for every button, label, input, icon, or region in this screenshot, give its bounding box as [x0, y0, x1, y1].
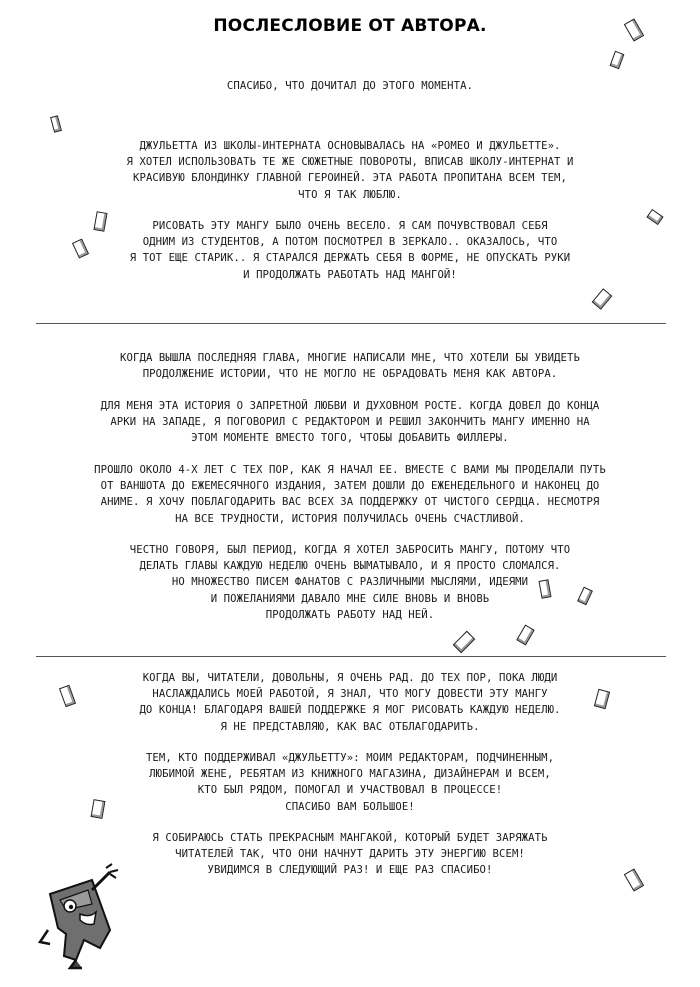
paragraph-origin	[60, 138, 640, 203]
text-line: РИСОВАТЬ ЭТУ МАНГУ БЫЛО ОЧЕНЬ ВЕСЕЛО. Я САМ ПОЧУВСТВОВАЛ СЕБЯ	[152, 220, 548, 232]
text-line: УВИДИМСЯ В СЛЕДУЮЩИЙ РАЗ! И ЕЩЕ РАЗ СПАСИБО!	[207, 864, 493, 877]
paragraph-readers	[60, 670, 640, 735]
divider	[36, 323, 666, 324]
paper-scrap-icon	[610, 51, 625, 69]
text-line: ПРОШЛО ОКОЛО 4-Х ЛЕТ С ТЕХ ПОР, КАК Я НАЧАЛ ЕЕ. ВМЕСТЕ С ВАМИ МЫ ПРОДЕЛАЛИ ПУТЬ	[94, 464, 606, 476]
text-line: ДО КОНЦА! БЛАГОДАРЯ ВАШЕЙ ПОДДЕРЖКЕ Я МОГ РИСОВАТЬ КАЖДУЮ НЕДЕЛЮ.	[139, 704, 561, 717]
text-line: ОДНИМ ИЗ СТУДЕНТОВ, А ПОТОМ ПОСМОТРЕЛ В ЗЕРКАЛО.. ОКАЗАЛОСЬ, ЧТО	[142, 236, 558, 249]
paper-scrap-icon	[516, 624, 535, 645]
paper-scrap-icon	[592, 288, 613, 310]
text-line: АНИМЕ. Я ХОЧУ ПОБЛАГОДАРИТЬ ВАС ВСЕХ ЗА ПОДДЕРЖКУ ОТ ЧИСТОГО СЕРДЦА. НЕСМОТРЯ	[100, 496, 600, 509]
text-line: ОТ ВАНШОТА ДО ЕЖЕМЕСЯЧНОГО ИЗДАНИЯ, ЗАТЕМ ДОШЛИ ДО ЕЖЕНЕДЕЛЬНОГО И НАКОНЕЦ ДО	[100, 480, 600, 493]
paper-scrap-icon	[453, 631, 476, 654]
paragraph-four-years	[60, 462, 640, 527]
text-line: Я ХОТЕЛ ИСПОЛЬЗОВАТЬ ТЕ ЖЕ СЮЖЕТНЫЕ ПОВОРОТЫ, ВПИСАВ ШКОЛУ-ИНТЕРНАТ И	[126, 156, 574, 169]
text-line: И ПРОДОЛЖАТЬ РАБОТАТЬ НАД МАНГОЙ!	[243, 268, 457, 281]
text-line: КТО БЫЛ РЯДОМ, ПОМОГАЛ И УЧАСТВОВАЛ В ПРОЦЕССЕ!	[197, 784, 503, 797]
paragraph-last-chapter	[60, 350, 640, 382]
text-line: ДЛЯ МЕНЯ ЭТА ИСТОРИЯ О ЗАПРЕТНОЙ ЛЮБВИ И ДУХОВНОМ РОСТЕ. КОГДА ДОВЕЛ ДО КОНЦА	[100, 400, 600, 412]
text-line: ЧЕСТНО ГОВОРЯ, БЫЛ ПЕРИОД, КОГДА Я ХОТЕЛ ЗАБРОСИТЬ МАНГУ, ПОТОМУ ЧТО	[129, 544, 571, 556]
paper-scrap-icon	[624, 868, 644, 891]
mascot-character-icon	[30, 860, 140, 970]
text-line: ЧТО Я ТАК ЛЮБЛЮ.	[298, 188, 402, 201]
paragraph-story	[60, 398, 640, 447]
text-line: СПАСИБО ВАМ БОЛЬШОЕ!	[285, 800, 415, 813]
text-line: И ПОЖЕЛАНИЯМИ ДАВАЛО МНЕ СИЛЕ ВНОВЬ И ВНОВЬ	[210, 592, 490, 605]
text-line: ПРОДОЛЖЕНИЕ ИСТОРИИ, ЧТО НЕ МОГЛО НЕ ОБРАДОВАТЬ МЕНЯ КАК АВТОРА.	[142, 368, 558, 381]
text-line: НА ВСЕ ТРУДНОСТИ, ИСТОРИЯ ПОЛУЧИЛАСЬ ОЧЕНЬ СЧАСТЛИВОЙ.	[175, 512, 525, 525]
text-line: ЭТОМ МОМЕНТЕ ВМЕСТО ТОГО, ЧТОБЫ ДОБАВИТЬ ФИЛЛЕРЫ.	[191, 432, 509, 445]
text-line: КОГДА ВЫШЛА ПОСЛЕДНЯЯ ГЛАВА, МНОГИЕ НАПИСАЛИ МНЕ, ЧТО ХОТЕЛИ БЫ УВИДЕТЬ	[120, 352, 580, 364]
text-line: ЧИТАТЕЛЕЙ ТАК, ЧТО ОНИ НАЧНУТ ДАРИТЬ ЭТУ ЭНЕРГИЮ ВСЕМ!	[175, 848, 525, 861]
text-line: ДЖУЛЬЕТТА ИЗ ШКОЛЫ-ИНТЕРНАТА ОСНОВЫВАЛАСЬ НА «РОМЕО И ДЖУЛЬЕТТЕ».	[139, 140, 561, 152]
text-line: КОГДА ВЫ, ЧИТАТЕЛИ, ДОВОЛЬНЫ, Я ОЧЕНЬ РАД. ДО ТЕХ ПОР, ПОКА ЛЮДИ	[142, 672, 558, 684]
paper-scrap-icon	[91, 799, 106, 819]
text-line: ТЕМ, КТО ПОДДЕРЖИВАЛ «ДЖУЛЬЕТТУ»: МОИМ РЕДАКТОРАМ, ПОДЧИНЕННЫМ,	[145, 752, 555, 764]
text-line: Я СОБИРАЮСЬ СТАТЬ ПРЕКРАСНЫМ МАНГАКОЙ, КОТОРЫЙ БУДЕТ ЗАРЯЖАТЬ	[152, 832, 548, 844]
paragraph-thanks-supporters	[60, 750, 640, 815]
page-title: ПОСЛЕСЛОВИЕ ОТ АВТОРА.	[213, 16, 487, 36]
text-line: ПРОДОЛЖАТЬ РАБОТУ НАД НЕЙ.	[265, 608, 435, 621]
text-line: Я ТОТ ЕЩЕ СТАРИК.. Я СТАРАЛСЯ ДЕРЖАТЬ СЕБЯ В ФОРМЕ, НЕ ОПУСКАТЬ РУКИ	[129, 252, 571, 265]
text-line: Я НЕ ПРЕДСТАВЛЯЮ, КАК ВАС ОТБЛАГОДАРИТЬ.	[220, 720, 480, 733]
text-line: АРКИ НА ЗАПАДЕ, Я ПОГОВОРИЛ С РЕДАКТОРОМ И РЕШИЛ ЗАКОНЧИТЬ МАНГУ ИМЕННО НА	[110, 416, 590, 429]
text-line: ЛЮБИМОЙ ЖЕНЕ, РЕБЯТАМ ИЗ КНИЖНОГО МАГАЗИНА, ДИЗАЙНЕРАМ И ВСЕМ,	[149, 768, 551, 781]
text-line: ДЕЛАТЬ ГЛАВЫ КАЖДУЮ НЕДЕЛЮ ОЧЕНЬ ВЫМАТЫВАЛО, И Я ПРОСТО СЛОМАЛСЯ.	[139, 560, 561, 573]
paragraph-fun	[60, 218, 640, 283]
text-line: СПАСИБО, ЧТО ДОЧИТАЛ ДО ЭТОГО МОМЕНТА.	[226, 80, 474, 92]
text-line: НО МНОЖЕСТВО ПИСЕМ ФАНАТОВ С РАЗЛИЧНЫМИ МЫСЛЯМИ, ИДЕЯМИ	[171, 576, 529, 589]
paragraph-honestly	[60, 542, 640, 623]
paragraph-thanks	[60, 78, 640, 94]
paper-scrap-icon	[646, 209, 663, 225]
paragraph-goodbye	[60, 830, 640, 879]
paper-scrap-icon	[50, 115, 62, 133]
text-line: НАСЛАЖДАЛИСЬ МОЕЙ РАБОТОЙ, Я ЗНАЛ, ЧТО МОГУ ДОВЕСТИ ЭТУ МАНГУ	[152, 688, 548, 701]
text-line: КРАСИВУЮ БЛОНДИНКУ ГЛАВНОЙ ГЕРОИНЕЙ. ЭТА РАБОТА ПРОПИТАНА ВСЕМ ТЕМ,	[132, 172, 568, 185]
divider	[36, 656, 666, 657]
